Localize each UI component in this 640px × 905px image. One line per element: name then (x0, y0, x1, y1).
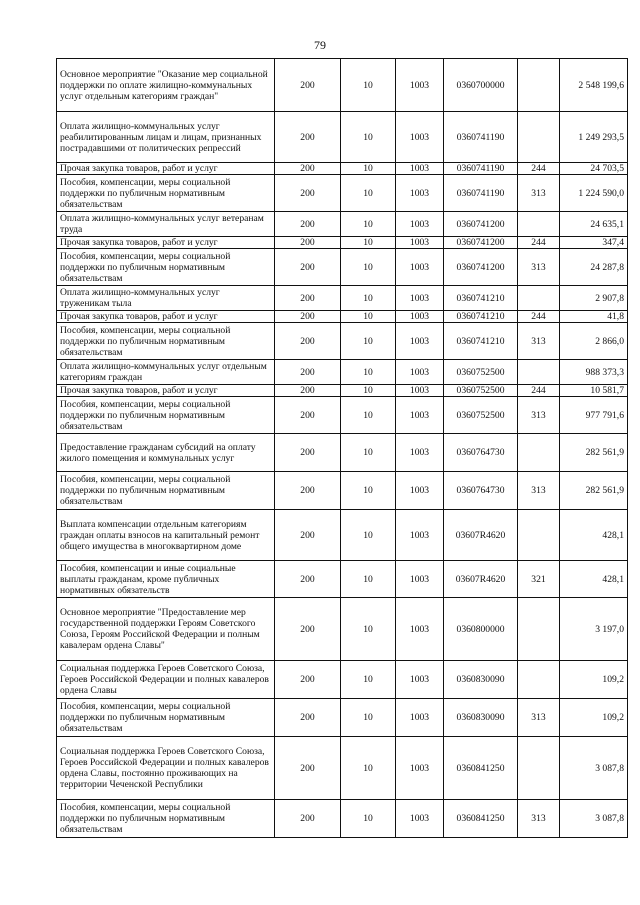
row-expense-type (518, 360, 560, 385)
row-target-article: 03607R4620 (444, 510, 518, 561)
row-subsection: 1003 (396, 699, 444, 737)
row-expense-type (518, 112, 560, 163)
row-name: Пособия, компенсации, меры социальной поддержки по публичным нормативным обязательствам (57, 472, 275, 510)
row-amount: 10 581,7 (560, 385, 628, 397)
row-expense-type (518, 286, 560, 311)
row-expense-type: 313 (518, 175, 560, 212)
row-expense-type: 313 (518, 323, 560, 360)
row-expense-type (518, 510, 560, 561)
row-section: 10 (341, 561, 396, 598)
row-admin-code: 200 (275, 737, 341, 800)
row-admin-code: 200 (275, 59, 341, 112)
row-expense-type (518, 212, 560, 237)
row-subsection: 1003 (396, 212, 444, 237)
table-row (57, 385, 628, 397)
row-target-article: 0360752500 (444, 360, 518, 385)
row-amount: 24 703,5 (560, 163, 628, 175)
row-target-article: 0360741200 (444, 237, 518, 249)
row-section: 10 (341, 699, 396, 737)
row-expense-type (518, 661, 560, 699)
row-target-article: 0360841250 (444, 737, 518, 800)
table-row (57, 699, 628, 737)
row-admin-code: 200 (275, 163, 341, 175)
row-target-article: 0360741190 (444, 163, 518, 175)
row-section: 10 (341, 472, 396, 510)
table-row (57, 237, 628, 249)
row-amount: 282 561,9 (560, 434, 628, 472)
row-target-article: 0360741200 (444, 249, 518, 286)
row-section: 10 (341, 800, 396, 838)
row-target-article: 0360741200 (444, 212, 518, 237)
row-expense-type: 244 (518, 237, 560, 249)
row-target-article: 03607R4620 (444, 561, 518, 598)
row-subsection: 1003 (396, 360, 444, 385)
row-admin-code: 200 (275, 237, 341, 249)
row-subsection: 1003 (396, 397, 444, 434)
row-name: Пособия, компенсации, меры социальной поддержки по публичным нормативным обязательствам (57, 800, 275, 838)
row-name: Прочая закупка товаров, работ и услуг (57, 311, 275, 323)
row-subsection: 1003 (396, 561, 444, 598)
row-target-article: 0360741190 (444, 175, 518, 212)
row-section: 10 (341, 510, 396, 561)
row-target-article: 0360752500 (444, 385, 518, 397)
table-row (57, 737, 628, 800)
row-section: 10 (341, 163, 396, 175)
table-row (57, 112, 628, 163)
row-section: 10 (341, 434, 396, 472)
row-subsection: 1003 (396, 112, 444, 163)
row-name: Оплата жилищно-коммунальных услуг отдельным категориям граждан (57, 360, 275, 385)
row-expense-type: 321 (518, 561, 560, 598)
table-row (57, 434, 628, 472)
table-row (57, 661, 628, 699)
row-expense-type: 244 (518, 311, 560, 323)
row-amount: 428,1 (560, 510, 628, 561)
row-admin-code: 200 (275, 385, 341, 397)
row-admin-code: 200 (275, 175, 341, 212)
budget-table-body (57, 59, 628, 838)
row-name: Пособия, компенсации, меры социальной поддержки по публичным нормативным обязательствам (57, 397, 275, 434)
table-row (57, 800, 628, 838)
row-amount: 282 561,9 (560, 472, 628, 510)
row-section: 10 (341, 249, 396, 286)
row-subsection: 1003 (396, 323, 444, 360)
row-section: 10 (341, 323, 396, 360)
row-amount: 1 249 293,5 (560, 112, 628, 163)
row-amount: 2 866,0 (560, 323, 628, 360)
row-section: 10 (341, 237, 396, 249)
row-subsection: 1003 (396, 311, 444, 323)
table-row (57, 212, 628, 237)
row-admin-code: 200 (275, 249, 341, 286)
table-row (57, 397, 628, 434)
row-expense-type: 313 (518, 699, 560, 737)
row-amount: 109,2 (560, 661, 628, 699)
row-target-article: 0360764730 (444, 434, 518, 472)
row-name: Пособия, компенсации и иные социальные выплаты гражданам, кроме публичных нормативных обязательств (57, 561, 275, 598)
row-target-article: 0360741210 (444, 311, 518, 323)
table-row (57, 286, 628, 311)
row-expense-type: 313 (518, 800, 560, 838)
row-section: 10 (341, 59, 396, 112)
row-amount: 41,8 (560, 311, 628, 323)
row-name: Пособия, компенсации, меры социальной поддержки по публичным нормативным обязательствам (57, 699, 275, 737)
row-section: 10 (341, 385, 396, 397)
row-section: 10 (341, 397, 396, 434)
row-name: Основное мероприятие "Предоставление мер государственной поддержки Героям Советского Союза, Героям Российской Федерации и полным кавалерам ордена Славы" (57, 598, 275, 661)
table-row (57, 175, 628, 212)
row-admin-code: 200 (275, 434, 341, 472)
row-amount: 428,1 (560, 561, 628, 598)
row-name: Прочая закупка товаров, работ и услуг (57, 163, 275, 175)
row-expense-type: 244 (518, 163, 560, 175)
table-row (57, 598, 628, 661)
row-subsection: 1003 (396, 59, 444, 112)
row-subsection: 1003 (396, 598, 444, 661)
table-row (57, 360, 628, 385)
row-amount: 3 087,8 (560, 800, 628, 838)
row-section: 10 (341, 598, 396, 661)
row-section: 10 (341, 360, 396, 385)
row-name: Оплата жилищно-коммунальных услуг реабилитированным лицам и лицам, признанных пострадавшими от политических репрессий (57, 112, 275, 163)
row-admin-code: 200 (275, 561, 341, 598)
page-number: 79 (314, 38, 326, 52)
row-target-article: 0360800000 (444, 598, 518, 661)
row-subsection: 1003 (396, 434, 444, 472)
row-target-article: 0360741210 (444, 286, 518, 311)
row-name: Основное мероприятие "Оказание мер социальной поддержки по оплате жилищно-коммунальных услуг отдельным категориям граждан" (57, 59, 275, 112)
row-target-article: 0360764730 (444, 472, 518, 510)
row-name: Прочая закупка товаров, работ и услуг (57, 237, 275, 249)
row-amount: 24 287,8 (560, 249, 628, 286)
row-amount: 1 224 590,0 (560, 175, 628, 212)
row-subsection: 1003 (396, 249, 444, 286)
row-subsection: 1003 (396, 385, 444, 397)
row-admin-code: 200 (275, 699, 341, 737)
row-name: Пособия, компенсации, меры социальной поддержки по публичным нормативным обязательствам (57, 323, 275, 360)
row-amount: 3 087,8 (560, 737, 628, 800)
row-name: Социальная поддержка Героев Советского Союза, Героев Российской Федерации и полных кавалеров ордена Славы (57, 661, 275, 699)
row-subsection: 1003 (396, 510, 444, 561)
row-section: 10 (341, 112, 396, 163)
row-subsection: 1003 (396, 237, 444, 249)
row-target-article: 0360752500 (444, 397, 518, 434)
row-admin-code: 200 (275, 286, 341, 311)
row-amount: 109,2 (560, 699, 628, 737)
row-target-article: 0360741190 (444, 112, 518, 163)
table-row (57, 311, 628, 323)
row-name: Предоставление гражданам субсидий на оплату жилого помещения и коммунальных услуг (57, 434, 275, 472)
row-admin-code: 200 (275, 360, 341, 385)
row-subsection: 1003 (396, 286, 444, 311)
row-admin-code: 200 (275, 311, 341, 323)
row-name: Выплата компенсации отдельным категориям граждан оплаты взносов на капитальный ремонт общего имущества в многоквартирном доме (57, 510, 275, 561)
row-section: 10 (341, 661, 396, 699)
row-amount: 2 548 199,6 (560, 59, 628, 112)
row-subsection: 1003 (396, 163, 444, 175)
row-section: 10 (341, 175, 396, 212)
table-row (57, 472, 628, 510)
row-expense-type (518, 598, 560, 661)
row-target-article: 0360830090 (444, 699, 518, 737)
table-row (57, 561, 628, 598)
row-expense-type: 244 (518, 385, 560, 397)
row-name: Оплата жилищно-коммунальных услуг ветеранам труда (57, 212, 275, 237)
row-subsection: 1003 (396, 175, 444, 212)
row-amount: 2 907,8 (560, 286, 628, 311)
table-row (57, 59, 628, 112)
table-row (57, 163, 628, 175)
row-section: 10 (341, 212, 396, 237)
row-admin-code: 200 (275, 397, 341, 434)
row-admin-code: 200 (275, 212, 341, 237)
row-expense-type: 313 (518, 249, 560, 286)
row-expense-type: 313 (518, 472, 560, 510)
row-amount: 24 635,1 (560, 212, 628, 237)
table-row (57, 323, 628, 360)
row-name: Оплата жилищно-коммунальных услуг труженикам тыла (57, 286, 275, 311)
row-amount: 988 373,3 (560, 360, 628, 385)
row-target-article: 0360830090 (444, 661, 518, 699)
row-admin-code: 200 (275, 323, 341, 360)
row-name: Пособия, компенсации, меры социальной поддержки по публичным нормативным обязательствам (57, 175, 275, 212)
row-admin-code: 200 (275, 112, 341, 163)
row-name: Пособия, компенсации, меры социальной поддержки по публичным нормативным обязательствам (57, 249, 275, 286)
row-amount: 977 791,6 (560, 397, 628, 434)
row-section: 10 (341, 737, 396, 800)
row-target-article: 0360700000 (444, 59, 518, 112)
budget-table (56, 58, 628, 838)
table-row (57, 510, 628, 561)
row-subsection: 1003 (396, 800, 444, 838)
row-subsection: 1003 (396, 661, 444, 699)
row-expense-type (518, 59, 560, 112)
row-name: Социальная поддержка Героев Советского Союза, Героев Российской Федерации и полных кавалеров ордена Славы, постоянно проживающих на территории Чеченской Республики (57, 737, 275, 800)
row-section: 10 (341, 311, 396, 323)
table-row (57, 249, 628, 286)
row-expense-type (518, 737, 560, 800)
row-subsection: 1003 (396, 472, 444, 510)
row-expense-type (518, 434, 560, 472)
row-admin-code: 200 (275, 472, 341, 510)
row-expense-type: 313 (518, 397, 560, 434)
row-amount: 3 197,0 (560, 598, 628, 661)
row-admin-code: 200 (275, 510, 341, 561)
row-section: 10 (341, 286, 396, 311)
row-admin-code: 200 (275, 661, 341, 699)
row-name: Прочая закупка товаров, работ и услуг (57, 385, 275, 397)
row-admin-code: 200 (275, 598, 341, 661)
row-target-article: 0360841250 (444, 800, 518, 838)
row-target-article: 0360741210 (444, 323, 518, 360)
row-amount: 347,4 (560, 237, 628, 249)
row-admin-code: 200 (275, 800, 341, 838)
row-subsection: 1003 (396, 737, 444, 800)
